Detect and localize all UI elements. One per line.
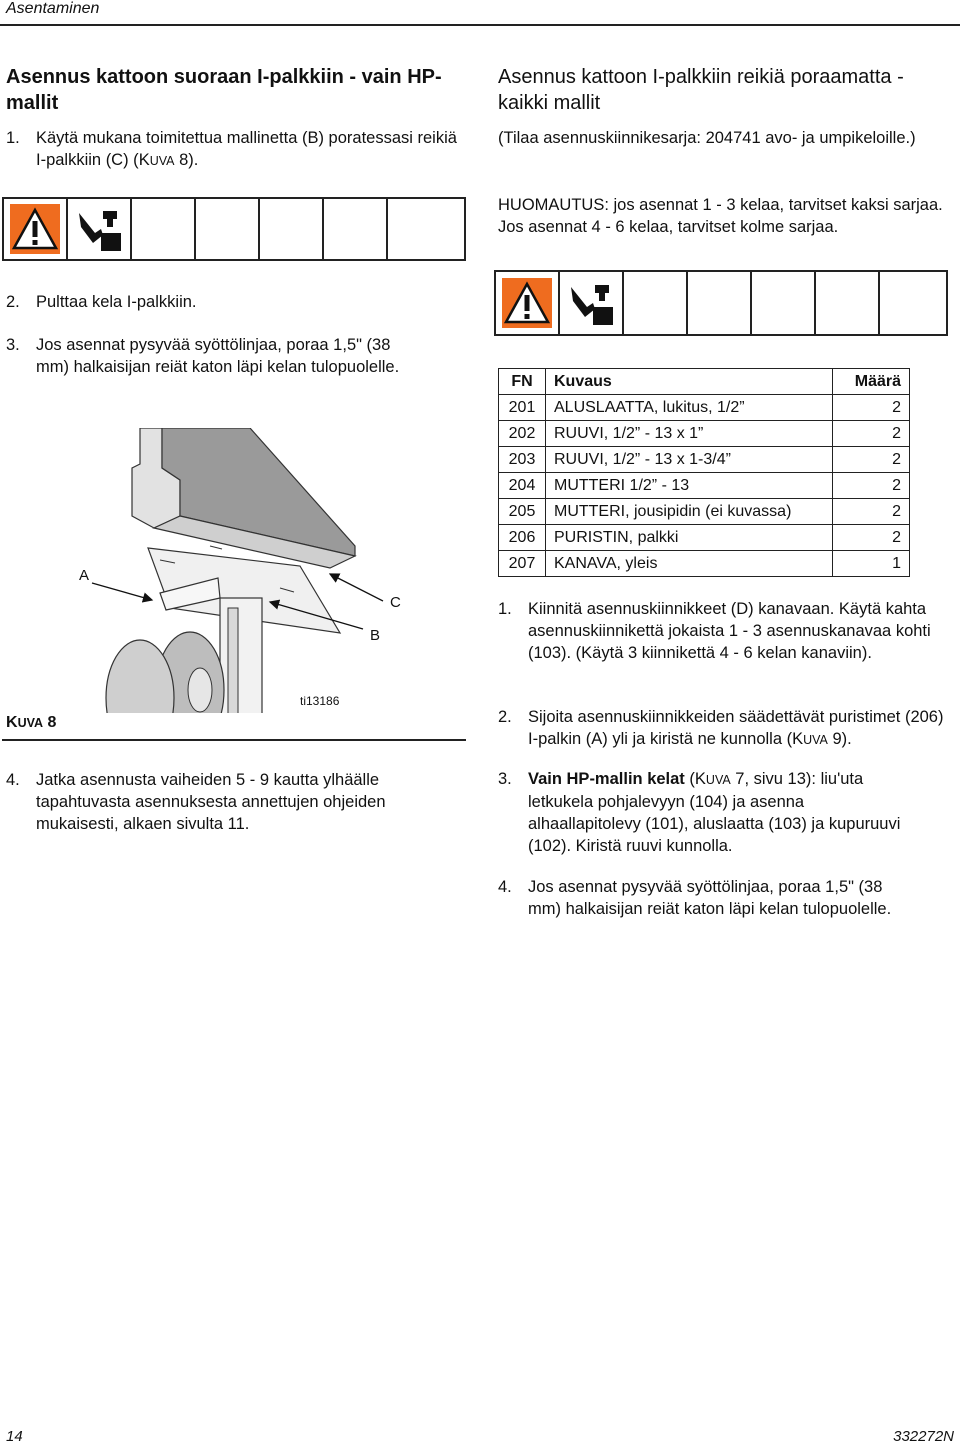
warning-triangle-icon xyxy=(496,272,560,334)
table-header: FN xyxy=(499,369,546,395)
figure-label-c: C xyxy=(390,594,401,611)
warning-symbols-box-right xyxy=(494,270,948,336)
parts-table xyxy=(498,368,910,577)
figure-label-b: B xyxy=(370,627,381,644)
step-number: 4. xyxy=(6,771,20,789)
table-row xyxy=(499,525,910,551)
table-cell: MUTTERI, jousipidin (ei kuvassa) xyxy=(546,499,833,525)
step-text: Jos asennat pysyvää syöttölinjaa, poraa 1,5" (38 mm) halkaisijan reiät katon läpi kelan tulopuolelle. xyxy=(36,336,400,376)
page-number: 14 xyxy=(6,1428,23,1445)
table-cell: MUTTERI 1/2” - 13 xyxy=(546,473,833,499)
table-cell: 2 xyxy=(833,473,910,499)
table-row xyxy=(499,395,910,421)
figure-label-a: A xyxy=(79,567,90,584)
step-text: Jos asennat pysyvää syöttölinjaa, poraa 1,5" (38 mm) halkaisijan reiät katon läpi kelan tulopuolelle. xyxy=(528,878,892,918)
warning-empty-cell xyxy=(816,272,880,334)
warning-empty-cell xyxy=(624,272,688,334)
table-cell: RUUVI, 1/2” - 13 x 1-3/4” xyxy=(546,447,833,473)
table-cell: 2 xyxy=(833,525,910,551)
step-text: Sijoita asennuskiinnikkeiden säädettävät puristimet (206) I-palkin (A) yli ja kiristä ne kunnolla (KUVA 9). xyxy=(528,708,944,748)
table-cell: 2 xyxy=(833,447,910,473)
document-number: 332272N xyxy=(893,1428,954,1445)
table-row xyxy=(499,551,910,577)
table-cell: 201 xyxy=(499,395,546,421)
table-cell: 2 xyxy=(833,499,910,525)
figure-caption-rule xyxy=(2,739,466,741)
table-cell: 202 xyxy=(499,421,546,447)
table-cell: 2 xyxy=(833,395,910,421)
table-row xyxy=(499,447,910,473)
step-text: Jatka asennusta vaiheiden 5 - 9 kautta ylhäälle tapahtuvasta asennuksesta annettujen ohjeiden mukaisesti, alkaen sivulta 11. xyxy=(36,771,386,833)
step-number: 3. xyxy=(498,770,512,788)
table-row xyxy=(499,421,910,447)
right-title: Asennus kattoon I-palkkiin reikiä poraamatta - kaikki mallit xyxy=(498,66,904,114)
left-title: Asennus kattoon suoraan I-palkkiin - vain HP-mallit xyxy=(6,66,442,114)
table-cell: KANAVA, yleis xyxy=(546,551,833,577)
step-number: 1. xyxy=(6,129,20,147)
figure-reference-number: ti13186 xyxy=(300,694,340,708)
table-row xyxy=(499,473,910,499)
step-number: 2. xyxy=(6,293,20,311)
step-number: 4. xyxy=(498,878,512,896)
step-text: Käytä mukana toimitettua mallinetta (B) poratessasi reikiä I-palkkiin (C) (KUVA 8). xyxy=(36,129,457,169)
warning-empty-cell xyxy=(752,272,816,334)
table-cell: 1 xyxy=(833,551,910,577)
step-text: Pulttaa kela I-palkkiin. xyxy=(36,293,197,311)
table-cell: 2 xyxy=(833,421,910,447)
step-number: 3. xyxy=(6,336,20,354)
table-cell: 204 xyxy=(499,473,546,499)
table-header: Kuvaus xyxy=(546,369,833,395)
table-row xyxy=(499,499,910,525)
table-cell: 203 xyxy=(499,447,546,473)
right-order-note: (Tilaa asennuskiinnikesarja: 204741 avo- ja umpikeloille.) xyxy=(498,129,916,147)
step-number: 2. xyxy=(498,708,512,726)
figure-caption: KUVA 8 xyxy=(6,714,57,731)
table-cell: 206 xyxy=(499,525,546,551)
table-cell: ALUSLAATTA, lukitus, 1/2” xyxy=(546,395,833,421)
warning-empty-cell xyxy=(688,272,752,334)
right-note: HUOMAUTUS: jos asennat 1 - 3 kelaa, tarvitset kaksi sarjaa. Jos asennat 4 - 6 kelaa, tarvitset kolme sarjaa. xyxy=(498,196,943,236)
table-header: Määrä xyxy=(833,369,910,395)
step-text: Kiinnitä asennuskiinnikkeet (D) kanavaan. Käytä kahta asennuskiinnikettä jokaista 1 - 3 asennuskanavaa kohti (103). (Käytä 3 kiinnikettä 4 - 6 kelan kanaviin). xyxy=(528,600,931,662)
table-cell: RUUVI, 1/2” - 13 x 1” xyxy=(546,421,833,447)
table-header-row xyxy=(499,369,910,395)
table-cell: 207 xyxy=(499,551,546,577)
step-text: Vain HP-mallin kelat (KUVA 7, sivu 13): liu'uta letkukela pohjalevyyn (104) ja asenna alhaallapitolevy (101), aluslaatta (103) ja kupuruuvi (102). Kiristä ruuvi kunnolla. xyxy=(528,770,901,855)
step-number: 1. xyxy=(498,600,512,618)
hand-crush-icon xyxy=(560,272,624,334)
section-header: Asentaminen xyxy=(6,0,100,17)
table-cell: 205 xyxy=(499,499,546,525)
warning-empty-cell xyxy=(880,272,946,334)
table-cell: PURISTIN, palkki xyxy=(546,525,833,551)
